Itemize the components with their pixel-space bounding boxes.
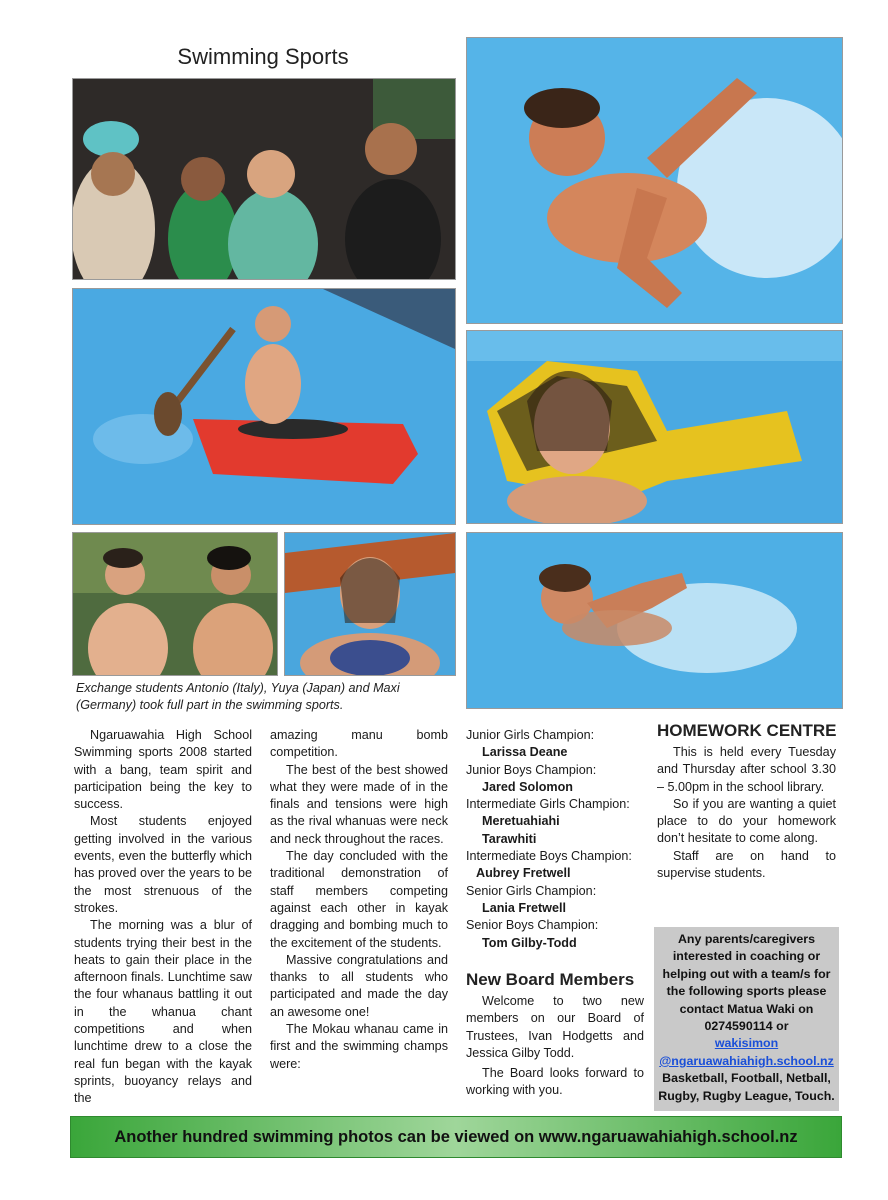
champion-name: Aubrey Fretwell [476,866,571,881]
article-column-2 [270,727,448,1073]
champion-label: Intermediate Boys Champion: [466,849,632,864]
photos-banner: Another hundred swimming photos can be viewed on www.ngaruawahiahigh.school.nz [70,1116,842,1158]
homework-paragraph: This is held every Tuesday and Thursday after school 3.30 – 5.00pm in the school library. [657,745,836,794]
homework-paragraph: So if you are wanting a quiet place to do your homework don’t hesitate to come along. [657,796,836,846]
kayak-photo [72,288,456,525]
col1-paragraph: Most students enjoyed getting involved in the various events, even the butterfly which has proved over the years to be the most strenuous of the strokes. [74,814,252,915]
col1-paragraph: Ngaruawahia High School Swimming sports 2008 started with a bang, team spirit and participation being the key to success. [74,728,252,812]
board-paragraph: The Board looks forward to working with you. [466,1066,644,1098]
freestyle-swimmer-photo [466,532,843,709]
homework-section [657,744,836,882]
board-heading: New Board Members [466,970,635,989]
email-link-domain[interactable]: @ngaruawahiahigh.school.nz [659,1053,834,1068]
homework-paragraph: Staff are on hand to supervise students. [657,848,836,881]
col1-paragraph: The morning was a blur of students trying their best in the heats to gain their place in the afternoon finals. Lunchtime saw the four whanaus battling it out in the whanua chant competitions and when lunchtime drew to a close the real fun began with the kayak sprints, buoyancy relays and the [74,918,252,1106]
coaching-notice [654,927,839,1111]
champions-list [466,727,646,952]
exchange-students-photo [72,532,278,676]
champion-label: Junior Girls Champion: [466,728,595,742]
champion-label: Senior Boys Champion: [466,918,599,933]
champion-label: Senior Girls Champion: [466,883,597,898]
champion-name: Tom Gilby-Todd [482,935,577,950]
article-column-1 [74,727,252,1108]
col2-paragraph: The best of the best showed what they were made of in the finals and tensions were high as the rival whanuas were neck and neck throughout the races. [270,762,448,846]
life-jacket-photo [466,330,843,524]
col2-paragraph: The day concluded with the traditional demonstration of staff members competing against each other in kayak dragging and bombing much to the excitement of the students. [270,849,448,950]
board-paragraph: Welcome to two new members on our Board of Trustees, Ivan Hodgetts and Jessica Gilby Todd. [466,994,644,1060]
email-link[interactable]: wakisimon [714,1036,779,1051]
col2-paragraph: Massive congratulations and thanks to all students who participated and made the day an awesome one! [270,952,448,1019]
champion-label: Junior Boys Champion: [466,762,597,777]
sports-list: Basketball, Football, Netball, Rugby, Rugby League, Touch. [658,1071,835,1103]
col2-paragraph: The Mokau whanau came in first and the swimming champs were: [270,1022,448,1071]
photo-caption: Exchange students Antonio (Italy), Yuya (Japan) and Maxi (Germany) took full part in the swimming sports. [76,681,400,712]
col2-paragraph: amazing manu bomb competition. [270,728,448,760]
champion-label: Intermediate Girls Champion: [466,797,630,812]
board-section [466,993,644,1100]
crowd-photo [72,78,456,280]
butterfly-swimmer-photo [466,37,843,324]
champion-name: Jared Solomon [482,779,573,794]
champion-name: Lania Fretwell [482,900,566,915]
homework-heading: HOMEWORK CENTRE [657,721,837,740]
page-title: Swimming Sports [177,44,349,69]
coaching-text: Any parents/caregivers interested in coaching or helping out with a team/s for the following sports please contact Matua Waki on 0274590114 or [662,932,831,1034]
champion-name: Meretuahiahi Tarawhiti [482,814,560,846]
girl-smiling-photo [284,532,456,676]
champion-name: Larissa Deane [482,745,568,760]
